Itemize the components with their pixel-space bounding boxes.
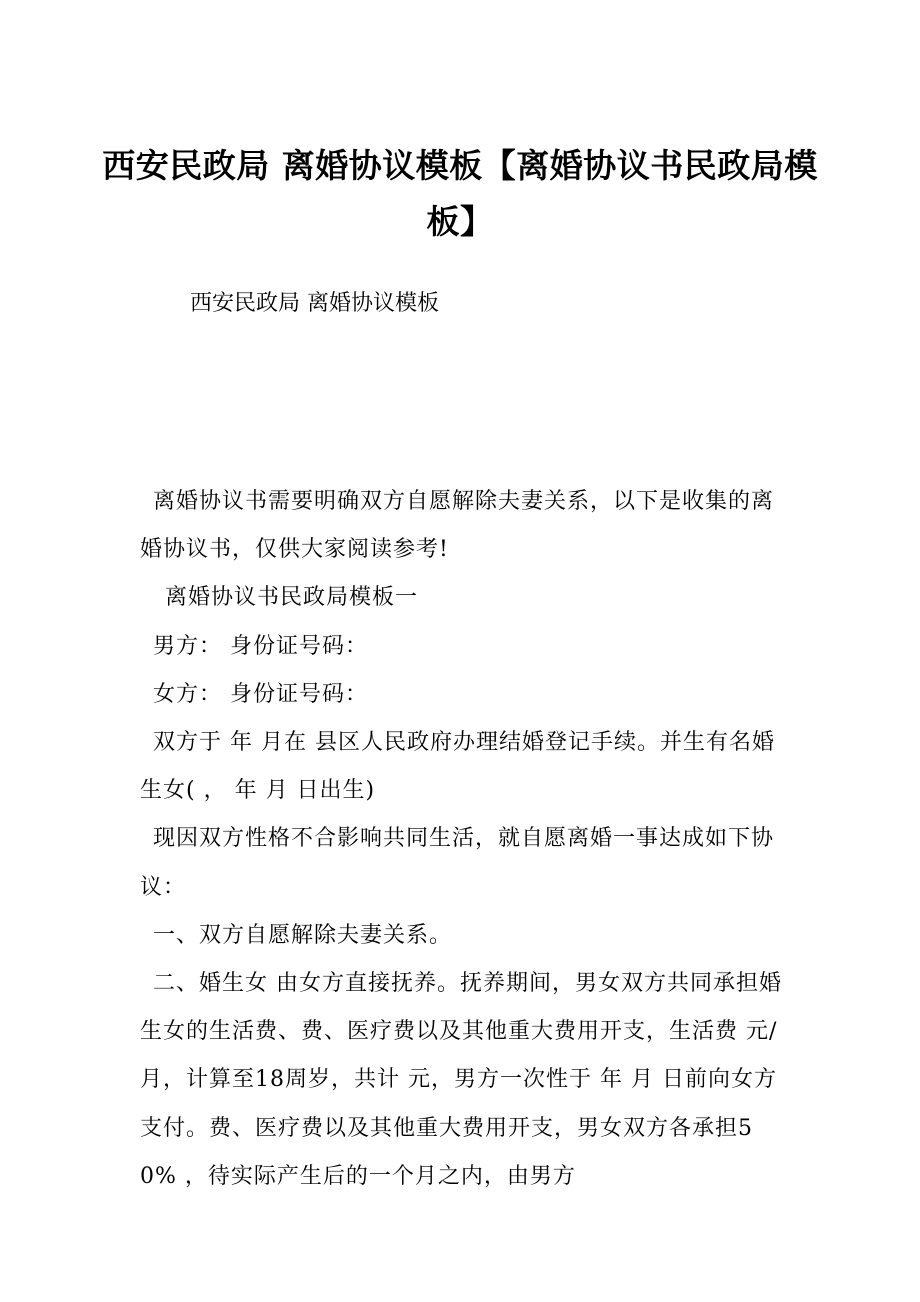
wife-line: 女方： 身份证号码： [153, 681, 368, 707]
marriage-registration-paragraph: 双方于 年 月在 县区人民政府办理结婚登记手续。并生有名婚生女( ， 年 月 日出生) [140, 730, 775, 804]
intro-paragraph: 离婚协议书需要明确双方自愿解除夫妻关系，以下是收集的离婚协议书，仅供大家阅读参考! [140, 489, 775, 563]
husband-line: 男方： 身份证号码： [153, 633, 368, 659]
document-subtitle: 西安民政局 离婚协议模板 [190, 291, 439, 316]
section-heading: 离婚协议书民政局模板一 [165, 585, 419, 611]
clause-two: 二、婚生女 由女方直接抚养。抚养期间，男女双方共同承担婚生女的生活费、费、医疗费以及其他重大费用开支，生活费 元/月，计算至18周岁，共计 元，男方一次性于 年 月 日前向女方支付。费、医疗费以及其他重大费用开支，男女双方各承担50% ，待实际产生后的一个月之内，由男方 [140, 971, 782, 1189]
clause-one: 一、双方自愿解除夫妻关系。 [153, 922, 453, 948]
divorce-reason-paragraph: 现因双方性格不合影响共同生活，就自愿离婚一事达成如下协议： [140, 826, 775, 900]
document-title: 西安民政局 离婚协议模板【离婚协议书民政局模板】 [102, 146, 818, 241]
document-body [140, 478, 788, 1201]
